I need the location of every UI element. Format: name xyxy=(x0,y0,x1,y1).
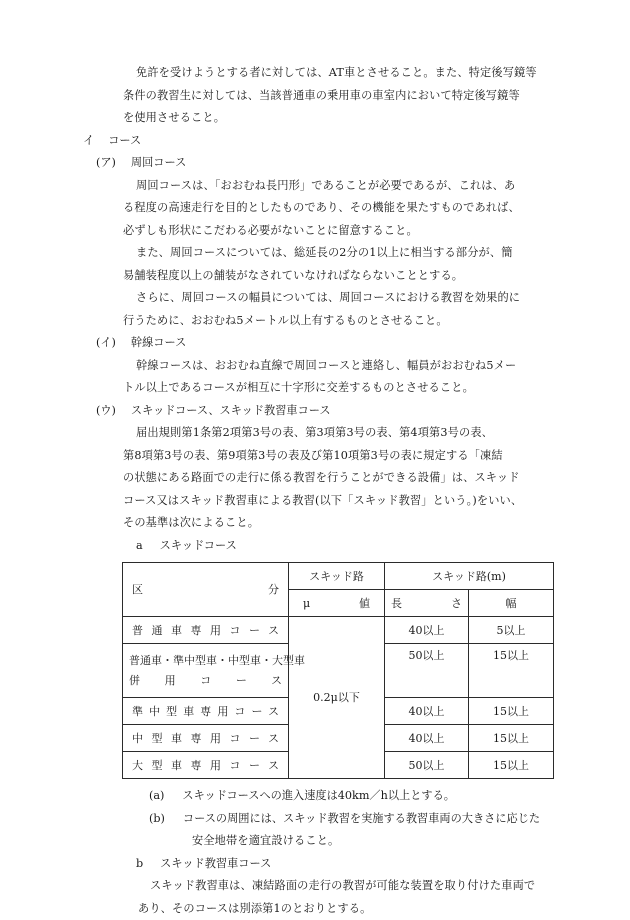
header-kubun xyxy=(123,563,289,617)
header-skid-road-label: スキッド路(m) xyxy=(432,570,506,583)
cell-length-label: 50以上 xyxy=(409,759,445,772)
item-a-paragraph-1 xyxy=(70,175,560,243)
note-a-line-1: スキッドコースへの進入速度は40km／h以上とする。 xyxy=(164,785,560,808)
item-title-a: 周回コース xyxy=(116,152,560,175)
table-header-row-1 xyxy=(123,563,554,590)
item-a-p1-line-3: 必ずしも形状にこだわる必要がないことに留意すること。 xyxy=(70,220,560,243)
header-skid-road xyxy=(385,563,554,590)
item-a-paragraph-2 xyxy=(70,242,560,287)
header-mu-top xyxy=(289,563,385,590)
cell-kubun-label: 中型車専用コース xyxy=(123,731,288,746)
cell-width-label: 5以上 xyxy=(497,624,526,637)
sub-marker-a: a xyxy=(136,535,143,558)
cell-width xyxy=(469,617,554,644)
note-b-line-2: 安全地帯を適宜設けること。 xyxy=(70,830,560,853)
note-b-line-1: コースの周囲には、スキッド教習を実施する教習車両の大きさに応じた xyxy=(165,808,560,831)
sub-b-paragraph xyxy=(70,875,560,920)
cell-width-label: 15以上 xyxy=(493,705,529,718)
header-mu-line1: スキッド路 xyxy=(289,566,384,587)
intro-line-3: を使用させること。 xyxy=(70,107,560,130)
item-c-p1-line-2: 第8項第3号の表、第9項第3号の表及び第10項第3号の表に規定する「凍結 xyxy=(70,445,560,468)
header-width xyxy=(469,590,554,617)
item-a-p2-line-2: 易舗装程度以上の舗装がなされていなければならないこととする。 xyxy=(70,265,560,288)
cell-length-label: 40以上 xyxy=(409,732,445,745)
item-a-p1-line-2: る程度の高速走行を目的としたものであり、その機能を果たすものであれば、 xyxy=(70,197,560,220)
sub-heading-b xyxy=(70,853,560,876)
skid-course-table xyxy=(122,562,554,779)
item-c-p1-line-5: その基準は次によること。 xyxy=(70,512,560,535)
cell-kubun-label: 普通車専用コース xyxy=(123,623,288,638)
header-mu-line2: μ値 xyxy=(289,594,384,613)
header-length xyxy=(385,590,469,617)
cell-width-label: 15以上 xyxy=(493,649,529,662)
item-marker-b: (イ) xyxy=(96,332,116,355)
note-b-marker: (b) xyxy=(149,808,165,831)
item-title-c: スキッドコース、スキッド教習車コース xyxy=(116,400,560,423)
note-a xyxy=(70,785,560,808)
item-title-b: 幹線コース xyxy=(116,332,560,355)
cell-length-label: 40以上 xyxy=(409,624,445,637)
item-marker-a: (ア) xyxy=(96,152,116,175)
cell-width xyxy=(469,698,554,725)
item-b-p1-line-1: 幹線コースは、おおむね直線で周回コースと連絡し、幅員がおおむね5メー xyxy=(70,355,560,378)
cell-kubun-line-2: 併用コース xyxy=(129,671,282,691)
item-c-p1-line-3: の状態にある路面での走行に係る教習を行うことができる設備」は、スキッド xyxy=(70,467,560,490)
item-b-paragraph-1 xyxy=(70,355,560,400)
cell-kubun xyxy=(123,752,289,779)
section-heading-i xyxy=(70,130,560,153)
item-c-paragraph-1 xyxy=(70,422,560,535)
sub-title-a: スキッドコース xyxy=(143,535,560,558)
sub-title-b: スキッド教習車コース xyxy=(143,853,560,876)
item-marker-c: (ウ) xyxy=(96,400,116,423)
cell-width-label: 15以上 xyxy=(493,732,529,745)
intro-paragraph xyxy=(70,62,560,130)
sub-heading-a xyxy=(70,535,560,558)
header-length-label: 長さ xyxy=(385,596,468,611)
intro-line-2: 条件の教習生に対しては、当該普通車の乗用車の車室内において特定後写鏡等 xyxy=(70,85,560,108)
item-a-p3-line-2: 行うために、おおむね5メートル以上有するものとさせること。 xyxy=(70,310,560,333)
cell-width xyxy=(469,752,554,779)
cell-kubun-label: 大型車専用コース xyxy=(123,758,288,773)
cell-kubun xyxy=(123,617,289,644)
item-b-p1-line-2: トル以上であるコースが相互に十字形に交差するものとさせること。 xyxy=(70,377,560,400)
cell-mu-value xyxy=(289,617,385,779)
table-row xyxy=(123,617,554,644)
cell-kubun xyxy=(123,698,289,725)
cell-kubun xyxy=(123,725,289,752)
cell-length xyxy=(385,698,469,725)
header-mu-bottom xyxy=(289,590,385,617)
cell-length xyxy=(385,752,469,779)
section-marker-i: イ xyxy=(83,130,94,153)
cell-kubun xyxy=(123,644,289,698)
cell-mu-value-label: 0.2μ以下 xyxy=(313,691,360,704)
item-heading-a xyxy=(70,152,560,175)
item-a-p2-line-1: また、周回コースについては、総延長の2分の1以上に相当する部分が、簡 xyxy=(70,242,560,265)
cell-width xyxy=(469,725,554,752)
cell-length-label: 50以上 xyxy=(409,649,445,662)
item-c-p1-line-4: コース又はスキッド教習車による教習(以下「スキッド教習」という。)をいい、 xyxy=(70,490,560,513)
item-a-p3-line-1: さらに、周回コースの幅員については、周回コースにおける教習を効果的に xyxy=(70,287,560,310)
item-heading-b xyxy=(70,332,560,355)
section-title-i: コース xyxy=(94,130,560,153)
item-heading-c xyxy=(70,400,560,423)
cell-width xyxy=(469,644,554,698)
sub-b-line-1: スキッド教習車は、凍結路面の走行の教習が可能な装置を取り付けた車両で xyxy=(70,875,560,898)
sub-b-line-2: あり、そのコースは別添第1のとおりとする。 xyxy=(70,898,560,920)
item-c-p1-line-1: 届出規則第1条第2項第3号の表、第3項第3号の表、第4項第3号の表、 xyxy=(70,422,560,445)
note-b xyxy=(70,808,560,831)
cell-kubun-multiline xyxy=(123,651,288,691)
cell-length-label: 40以上 xyxy=(409,705,445,718)
cell-kubun-line-1: 普通車・準中型車・中型車・大型車 xyxy=(129,651,282,671)
header-width-label: 幅 xyxy=(506,597,517,610)
sub-marker-b: b xyxy=(136,853,143,876)
skid-course-table-wrapper xyxy=(70,562,560,779)
cell-length xyxy=(385,644,469,698)
intro-line-1: 免許を受けようとする者に対しては、AT車とさせること。また、特定後写鏡等 xyxy=(70,62,560,85)
header-kubun-label: 区分 xyxy=(123,582,288,597)
cell-length xyxy=(385,617,469,644)
cell-length xyxy=(385,725,469,752)
item-a-p1-line-1: 周回コースは、「おおむね長円形」であることが必要であるが、これは、あ xyxy=(70,175,560,198)
cell-kubun-label: 準中型車専用コース xyxy=(123,704,288,719)
cell-width-label: 15以上 xyxy=(493,759,529,772)
note-a-marker: (a) xyxy=(149,785,164,808)
item-a-paragraph-3 xyxy=(70,287,560,332)
